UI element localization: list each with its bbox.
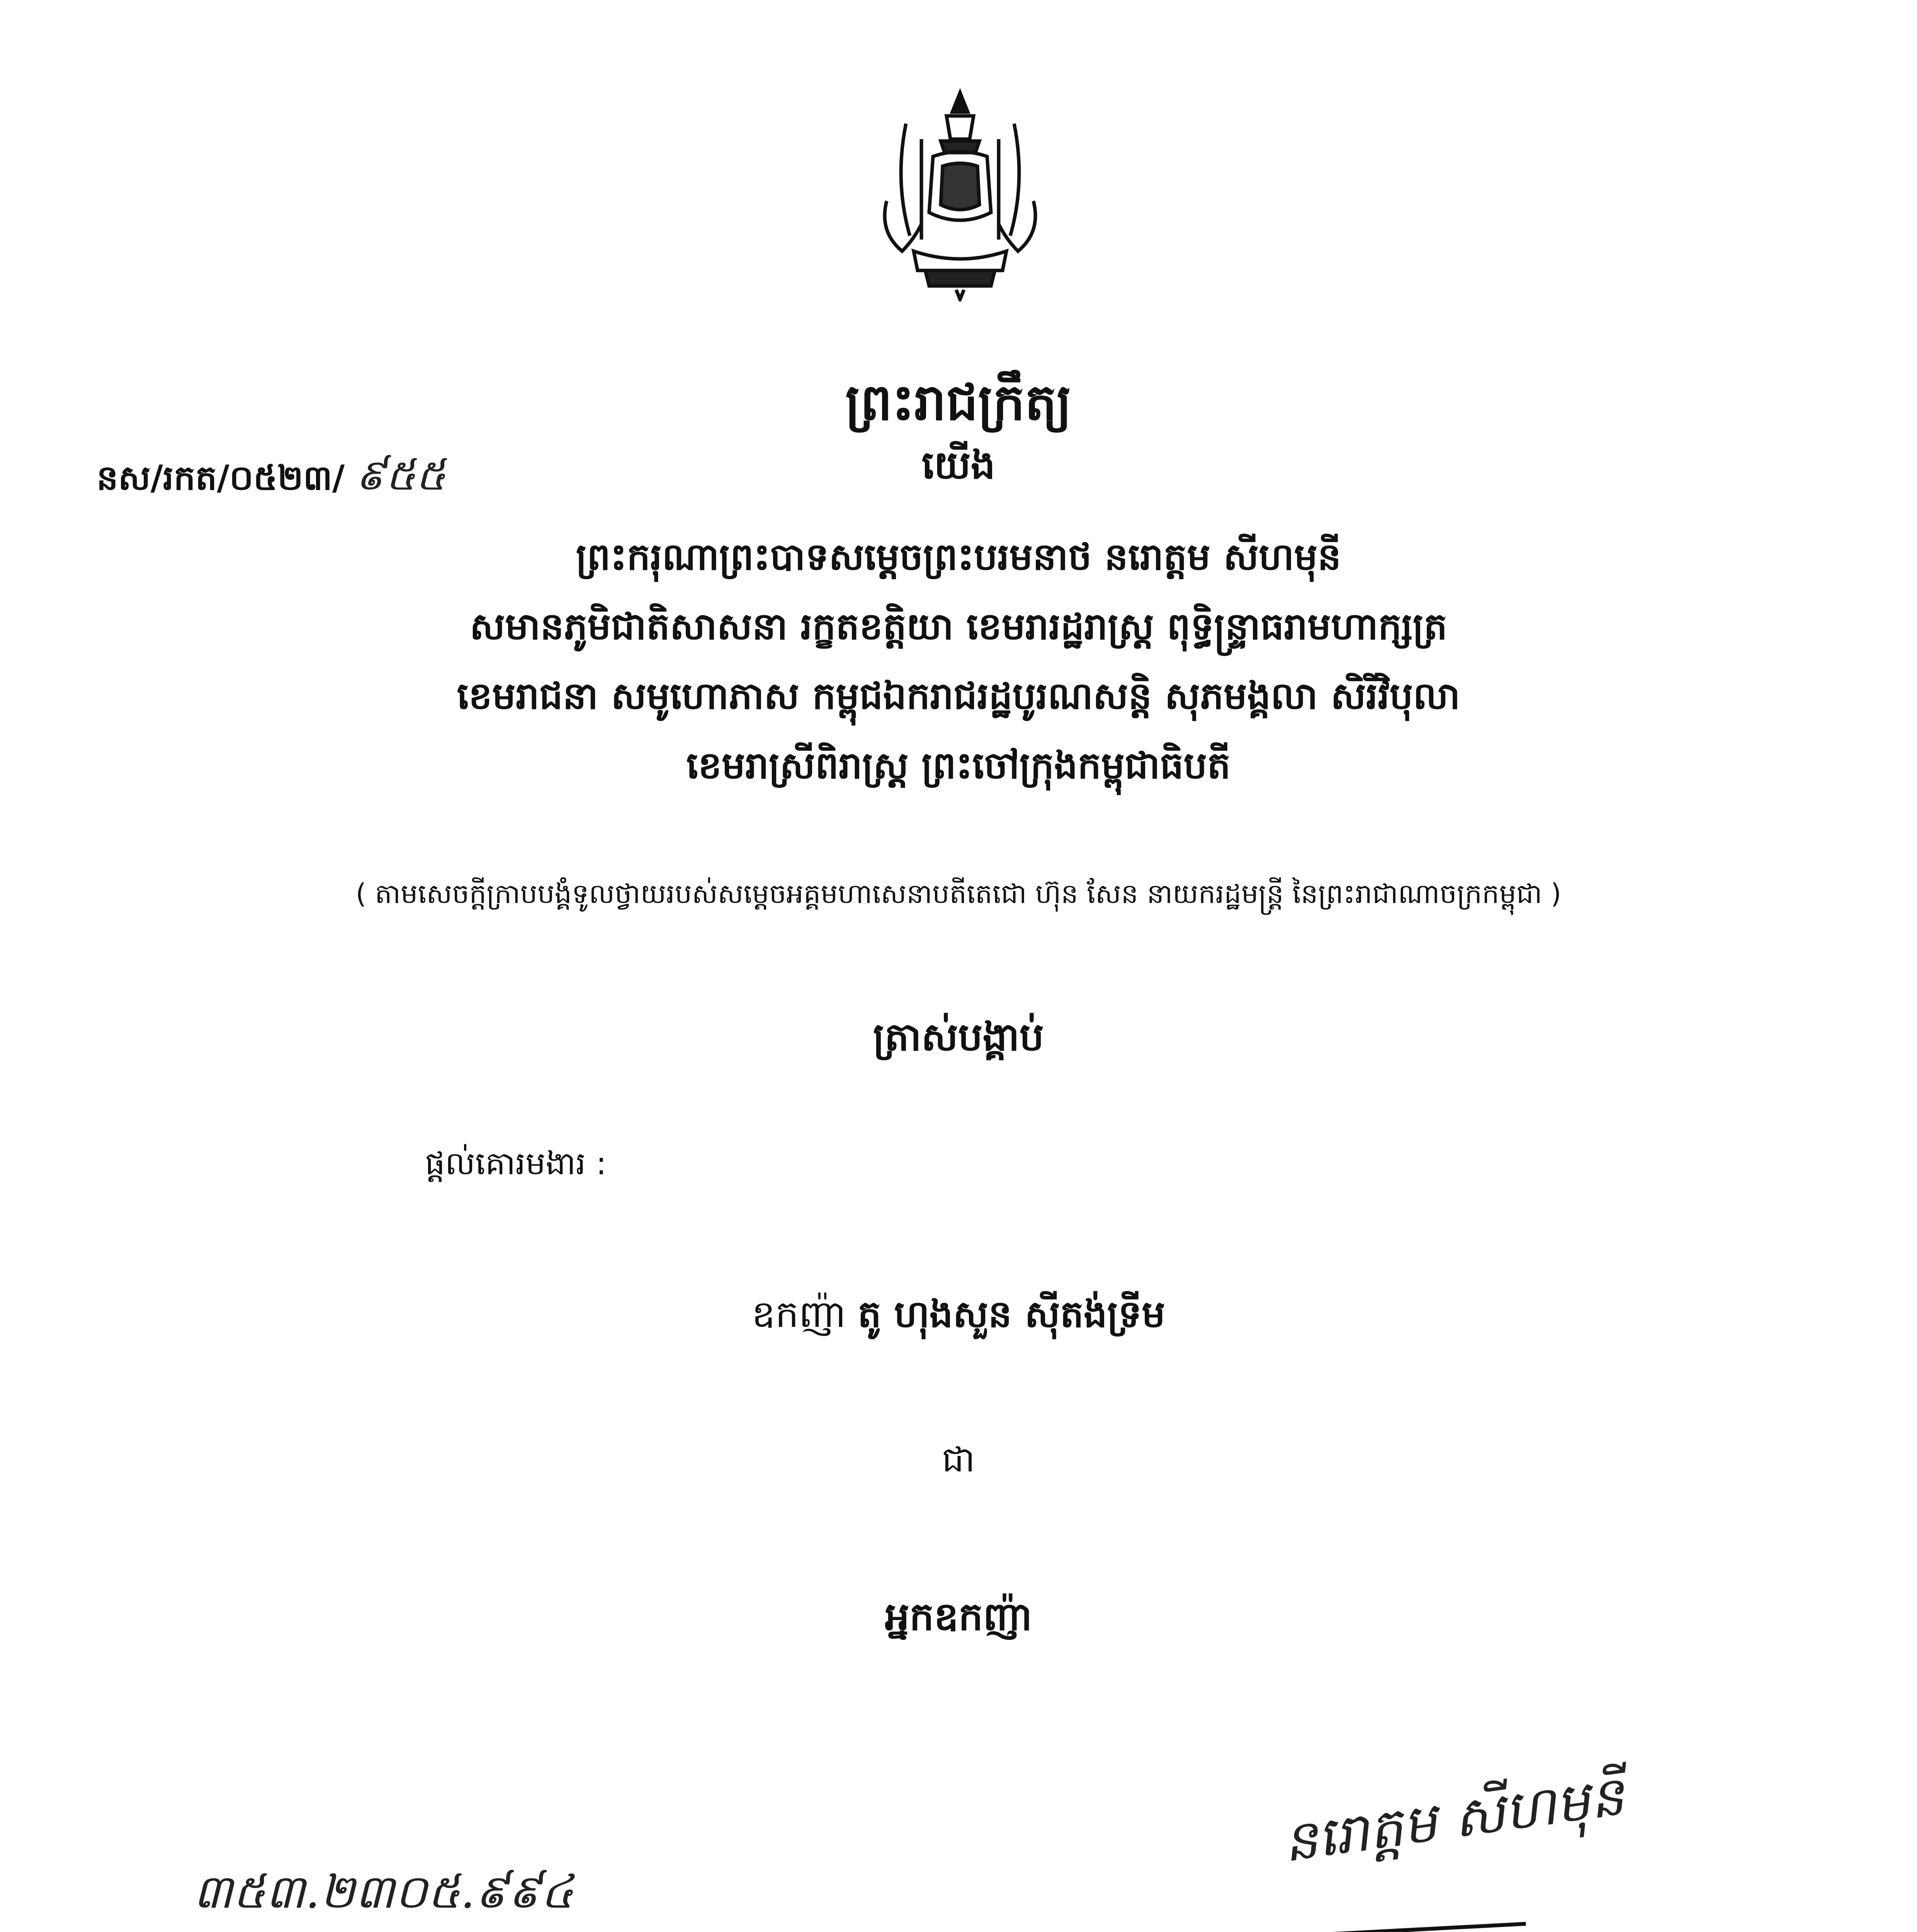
royal-coat-of-arms: [863, 85, 1057, 301]
signature-underline: [1286, 1922, 1526, 1932]
recipient: [0, 1291, 1917, 1345]
monarch-line-3: ខេមរាជនា សមូហោភាស កម្ពុជឯករាជរដ្ឋបូរណសន្តិ សុភមង្គលា សិរីវិបុលា: [457, 674, 1460, 718]
recipient-name: តូ ហុងសួន ស៊ីតង់ទ្រីម: [858, 1293, 1166, 1336]
registration-number-handwritten: ៣៥៣.២៣០៥.៩៩៤: [193, 1865, 574, 1919]
title-granted: អ្នកឧកញ៉ា: [885, 1594, 1032, 1639]
heading-we: យើង: [921, 442, 996, 488]
coat-of-arms-icon: [863, 85, 1057, 301]
monarch-line-1: ព្រះករុណាព្រះបាទសម្តេចព្រះបរមនាថ នរោត្តម សីហមុនី: [576, 535, 1341, 578]
reference-number-handwritten: ៩៥៥: [355, 450, 446, 500]
grant-label: ផ្តល់គោរមងារ :: [425, 1145, 607, 1182]
reference-number-printed: នស/រកត/០៥២៣/: [97, 458, 345, 498]
recommendation-line: ( តាមសេចក្តីក្រាបបង្គំទូលថ្វាយរបស់សម្តេចអគ្គមហាសេនាបតីតេជោ ហ៊ុន សែន នាយករដ្ឋមន្ត្រី នៃព្រះរាជាណាចក្រកម្ពុជា ): [355, 878, 1562, 910]
king-signature: នរោត្តម សីហមុនី: [1279, 1764, 1628, 1875]
recipient-prefix: ឧកញ៉ា: [751, 1293, 846, 1336]
monarch-line-4: ខេមរាស្រីពិរាស្ត្រ ព្រះចៅក្រុងកម្ពុជាធិបតី: [686, 744, 1231, 787]
monarch-line-2: សមានភូមិជាតិសាសនា រក្ខតខត្តិយា ខេមរារដ្ឋរាស្ត្រ ពុទ្ធិន្ទ្រាធរាមហាក្សត្រ: [469, 605, 1448, 648]
as-word: ជា: [942, 1439, 975, 1480]
decree-title: ព្រះរាជក្រឹត្យ: [845, 373, 1072, 432]
order-heading: ត្រាស់បង្គាប់: [873, 1014, 1044, 1060]
